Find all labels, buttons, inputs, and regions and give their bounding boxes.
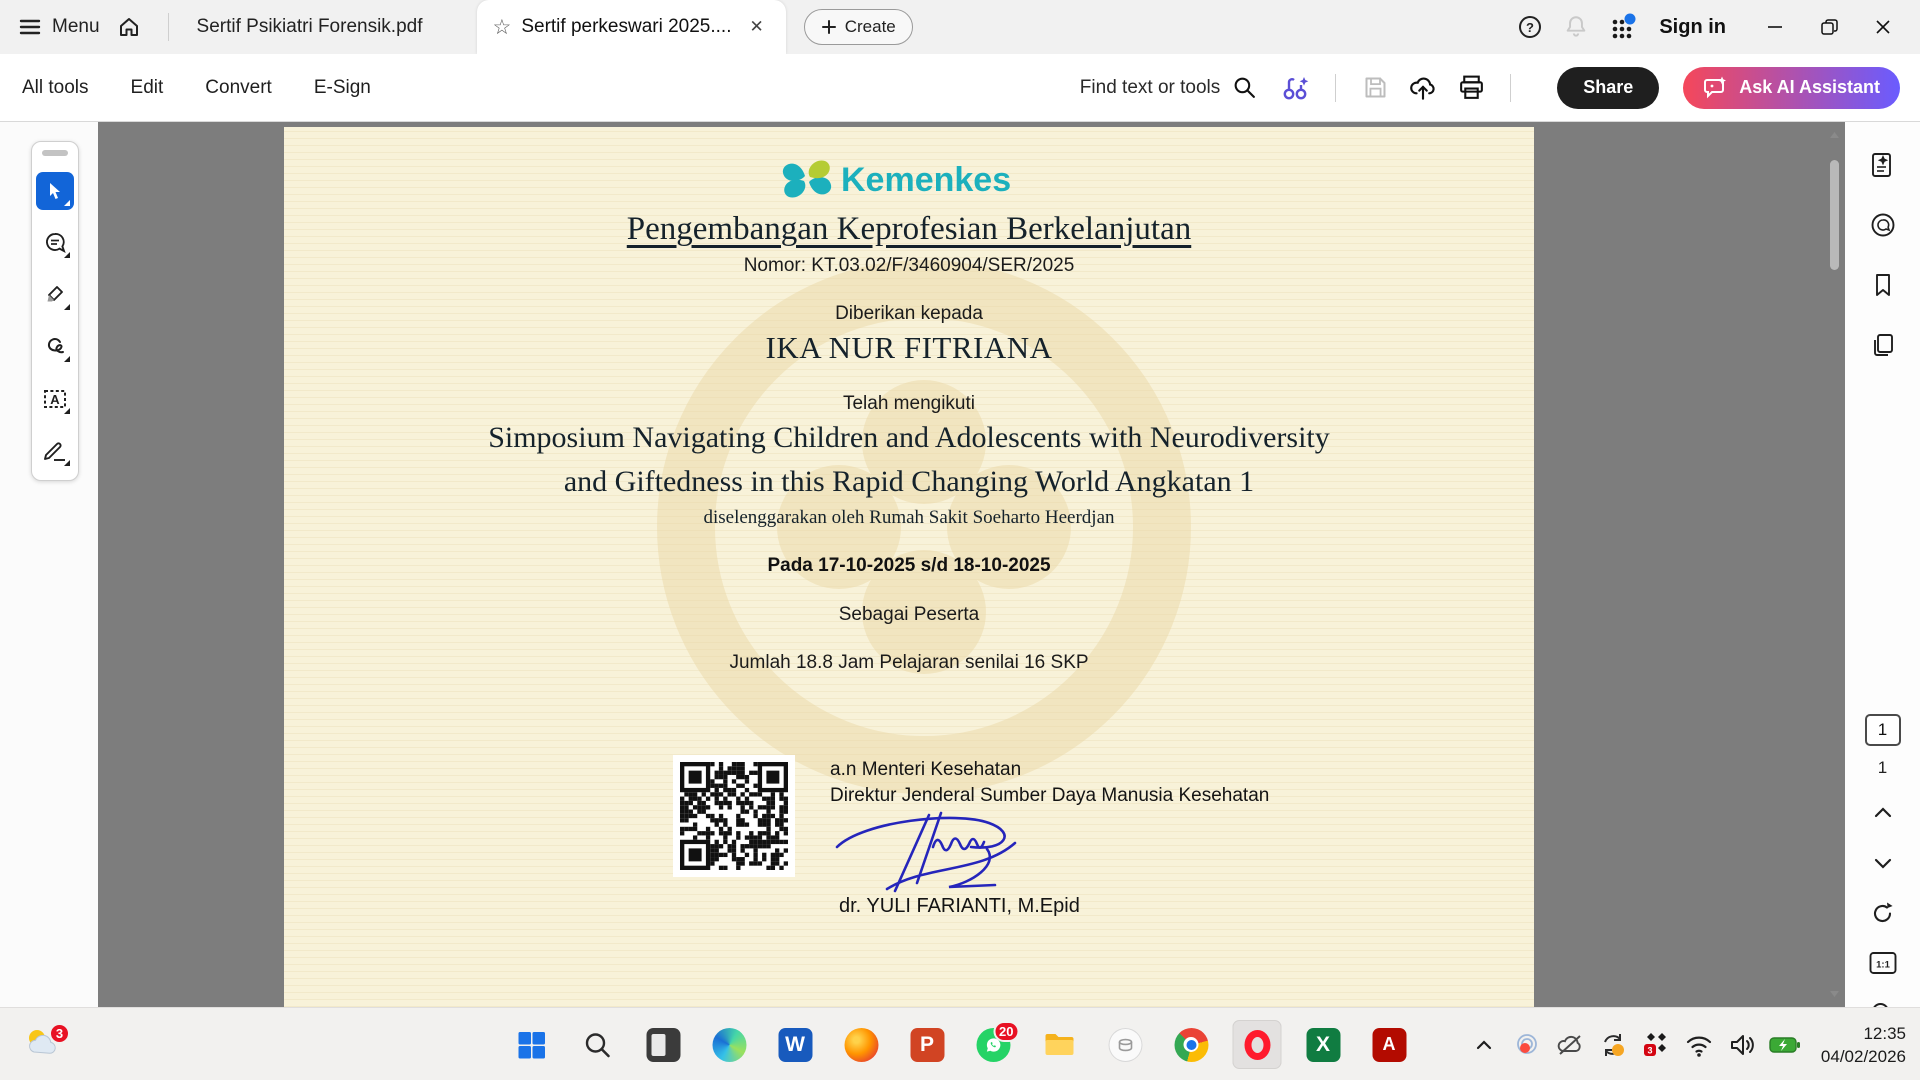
excel-icon: X <box>1306 1028 1340 1062</box>
tool-expand-corner <box>64 252 70 258</box>
page-number-value: 1 <box>1877 720 1888 739</box>
event-title-line1: Simposium Navigating Children and Adolescents with Neurodiversity <box>488 421 1330 454</box>
edge-browser-icon <box>712 1028 746 1062</box>
taskbar-explorer-button[interactable] <box>1035 1020 1084 1069</box>
taskbar-clock[interactable] <box>1821 1022 1906 1068</box>
tab-close-icon[interactable]: ✕ <box>749 17 764 36</box>
certificate-title-text: Pengembangan Keprofesian Berkelanjutan <box>626 211 1192 247</box>
close-button[interactable] <box>1860 7 1906 47</box>
taskview-icon <box>646 1028 680 1062</box>
taskbar-excel-button[interactable] <box>1299 1020 1348 1069</box>
attended-label: Telah mengikuti <box>842 393 976 414</box>
save-icon <box>1362 74 1389 101</box>
certificate-number: Nomor: KT.03.02/F/3460904/SER/2025 <box>743 255 1075 276</box>
ask-ai-assistant-button[interactable] <box>1683 67 1900 109</box>
event-title-line2: and Giftedness in this Rapid Changing World Angkatan 1 <box>563 465 1255 498</box>
notifications-button[interactable] <box>1557 8 1595 46</box>
cloud-upload-icon <box>1408 73 1438 103</box>
add-text-tool-button[interactable] <box>36 380 74 418</box>
titlebar-divider <box>168 13 169 41</box>
radio-waves-icon <box>1513 1031 1541 1059</box>
find-tools-search[interactable] <box>1070 69 1267 106</box>
taskbar-powerpoint-button[interactable] <box>903 1020 952 1069</box>
apps-grid-icon <box>1607 12 1637 42</box>
windows-taskbar <box>0 1007 1920 1080</box>
speaker-icon <box>1727 1030 1757 1060</box>
taskbar-search-icon <box>582 1030 612 1060</box>
active-tab-label: Sertif perkeswari 2025.... <box>521 16 732 37</box>
signer-name: dr. YULI FARIANTI, M.Epid <box>839 895 1080 917</box>
page-thumbnails-panel-button[interactable] <box>1862 324 1904 366</box>
scrollbar-thumb[interactable] <box>1830 160 1839 270</box>
white-circular-app-icon <box>1108 1028 1142 1062</box>
tray-volume[interactable] <box>1725 1028 1759 1062</box>
fill-sign-tool-button[interactable] <box>36 432 74 470</box>
clock-time: 12:35 <box>1863 1023 1906 1043</box>
comment-tool-button[interactable] <box>36 224 74 262</box>
hamburger-icon <box>18 15 42 39</box>
bookmark-icon <box>1870 272 1896 298</box>
share-button[interactable] <box>1557 67 1659 109</box>
taskbar-chrome-button[interactable] <box>1167 1020 1216 1069</box>
taskbar-word-button[interactable] <box>771 1020 820 1069</box>
taskbar-white-app-button[interactable] <box>1101 1020 1150 1069</box>
main-toolbar <box>0 54 1920 122</box>
sync-arrows-icon <box>1598 1030 1628 1060</box>
handwritten-signature <box>829 803 1039 898</box>
print-icon <box>1457 73 1486 102</box>
select-tool-button[interactable] <box>36 172 74 210</box>
whatsapp-badge: 20 <box>993 1021 1019 1042</box>
wifi-icon <box>1684 1030 1714 1060</box>
comments-panel-button[interactable] <box>1862 204 1904 246</box>
tool-expand-corner <box>64 460 70 466</box>
scroll-down-icon[interactable] <box>1828 989 1841 999</box>
weather-badge: 3 <box>49 1023 70 1044</box>
taskbar-weather-widget[interactable] <box>22 1022 68 1068</box>
cloud-slash-icon <box>1555 1030 1585 1060</box>
taskbar-opera-button[interactable] <box>1233 1020 1282 1069</box>
app-menu-button[interactable] <box>18 15 100 39</box>
kemenkes-logo <box>284 151 1534 207</box>
recipient-name: IKA NUR FITRIANA <box>765 330 1053 365</box>
tray-wifi[interactable] <box>1682 1028 1716 1062</box>
organizer-line: diselenggarakan oleh Rumah Sakit Soeharto Heerdjan <box>703 507 1115 528</box>
draw-tool-button[interactable] <box>36 328 74 366</box>
event-dates: Pada 17-10-2025 s/d 18-10-2025 <box>767 555 1051 576</box>
tray-battery[interactable] <box>1768 1028 1802 1062</box>
ai-summary-panel-button[interactable] <box>1862 144 1904 186</box>
actual-size-icon <box>1868 948 1898 978</box>
clock-date: 04/02/2026 <box>1820 1046 1906 1066</box>
active-document-tab[interactable] <box>477 0 786 54</box>
upload-cloud-button[interactable] <box>1404 69 1442 107</box>
print-button[interactable] <box>1452 69 1490 107</box>
tray-diamonds-app[interactable] <box>1639 1028 1673 1062</box>
file-explorer-icon <box>1042 1028 1076 1062</box>
recent-doc-tab[interactable]: Sertif Psikiatri Forensik.pdf <box>196 16 423 37</box>
bell-icon <box>1563 14 1589 40</box>
rotate-page-button[interactable] <box>1862 892 1904 934</box>
taskbar-acrobat-button[interactable] <box>1365 1020 1414 1069</box>
home-button[interactable] <box>110 8 148 46</box>
participant-role: Sebagai Peserta <box>838 604 980 625</box>
highlight-tool-button[interactable] <box>36 276 74 314</box>
battery-charging-icon <box>1768 1030 1802 1060</box>
signature-block <box>830 757 1269 809</box>
tray-badge: 3 <box>1647 1045 1653 1055</box>
acrobat-icon: A <box>1372 1028 1406 1062</box>
vertical-scrollbar[interactable] <box>1828 130 1841 999</box>
comments-panel-icon <box>1869 211 1897 239</box>
opera-icon <box>1240 1028 1274 1062</box>
help-button[interactable] <box>1511 8 1549 46</box>
tool-expand-corner <box>64 356 70 362</box>
tray-expand-button[interactable] <box>1467 1028 1501 1062</box>
plus-icon <box>821 19 837 35</box>
ai-summary-icon <box>1869 151 1897 179</box>
next-page-button[interactable] <box>1862 842 1904 884</box>
bookmarks-panel-button[interactable] <box>1862 264 1904 306</box>
toolbar-divider-2 <box>1510 74 1511 102</box>
qr-code <box>673 755 795 877</box>
previous-page-button[interactable] <box>1862 792 1904 834</box>
right-panel-rail <box>1845 122 1920 1007</box>
pdf-page[interactable] <box>284 127 1534 1007</box>
app-launcher-button[interactable] <box>1603 8 1641 46</box>
word-icon: W <box>778 1028 812 1062</box>
create-label: Create <box>844 17 896 36</box>
edit-menu[interactable]: Edit <box>130 76 164 98</box>
quick-tools-palette <box>31 141 79 481</box>
restore-button[interactable] <box>1806 7 1852 47</box>
taskbar-start-button[interactable] <box>507 1020 556 1069</box>
palette-drag-handle[interactable] <box>42 150 68 156</box>
convert-menu[interactable]: Convert <box>205 76 272 98</box>
given-to-label: Diberikan kepada <box>835 303 983 324</box>
qr-code-image <box>680 762 788 870</box>
chrome-icon <box>1174 1028 1208 1062</box>
esign-menu[interactable]: E-Sign <box>313 76 371 98</box>
svg-text:A: A <box>50 392 60 407</box>
menu-label: Menu <box>52 16 100 37</box>
credit-hours: Jumlah 18.8 Jam Pelajaran senilai 16 SKP <box>729 652 1089 673</box>
chevron-down-icon <box>1871 851 1895 875</box>
page-total-label: 1 <box>1877 758 1888 777</box>
sign-in-button[interactable]: Sign in <box>1659 15 1726 38</box>
search-icon <box>1232 75 1257 100</box>
ai-binoculars-icon <box>1281 73 1311 103</box>
close-icon <box>1874 18 1892 36</box>
tool-expand-corner <box>64 304 70 310</box>
scroll-up-icon[interactable] <box>1828 130 1841 140</box>
cursor-arrow-icon <box>45 181 65 201</box>
toolbar-divider <box>1335 74 1336 102</box>
firefox-icon <box>844 1028 878 1062</box>
create-button[interactable] <box>804 9 913 45</box>
tool-expand-corner <box>64 408 70 414</box>
page-number-input[interactable] <box>1865 714 1901 746</box>
find-placeholder: Find text or tools <box>1079 76 1221 98</box>
kemenkes-logo-icon <box>779 151 1039 207</box>
actual-size-button[interactable] <box>1862 942 1904 984</box>
rotate-icon <box>1869 900 1896 927</box>
restore-icon <box>1820 18 1839 37</box>
share-label: Share <box>1583 77 1634 97</box>
title-bar <box>0 0 1920 54</box>
diamonds-icon <box>1641 1030 1671 1060</box>
tray-chevron-up-icon <box>1473 1034 1495 1056</box>
taskbar-search-button[interactable] <box>573 1020 622 1069</box>
help-icon <box>1517 14 1543 40</box>
tool-expand-corner <box>64 200 70 206</box>
taskbar-firefox-button[interactable] <box>837 1020 886 1069</box>
taskbar-edge-button[interactable] <box>705 1020 754 1069</box>
all-tools-menu[interactable]: All tools <box>22 76 89 98</box>
tray-onedrive-paused[interactable] <box>1553 1028 1587 1062</box>
tray-streaming-app[interactable] <box>1510 1028 1544 1062</box>
home-icon <box>117 15 141 39</box>
taskbar-taskview-button[interactable] <box>639 1020 688 1069</box>
ai-tools-button[interactable] <box>1277 69 1315 107</box>
chevron-up-icon <box>1871 801 1895 825</box>
save-button[interactable] <box>1356 69 1394 107</box>
minimize-button[interactable] <box>1752 7 1798 47</box>
ai-chat-icon <box>1703 75 1729 101</box>
powerpoint-icon: P <box>910 1028 944 1062</box>
tray-sync-app[interactable] <box>1596 1028 1630 1062</box>
minimize-icon <box>1766 18 1784 36</box>
actual-size-text: 1:1 <box>1875 959 1890 971</box>
pages-copy-icon <box>1870 332 1896 358</box>
certificate-title <box>284 211 1534 248</box>
windows-start-icon <box>515 1029 547 1061</box>
ask-ai-label: Ask AI Assistant <box>1739 77 1880 97</box>
svg-text:?: ? <box>1526 20 1535 35</box>
onbehalf-line: a.n Menteri Kesehatan <box>830 759 1022 780</box>
favorite-star-icon[interactable]: ☆ <box>492 15 512 39</box>
document-canvas <box>0 122 1920 1007</box>
svg-text:Kemenkes: Kemenkes <box>841 161 1012 199</box>
signer-title-line: Direktur Jenderal Sumber Daya Manusia Kesehatan <box>830 785 1270 806</box>
taskbar-whatsapp-button[interactable] <box>969 1020 1018 1069</box>
